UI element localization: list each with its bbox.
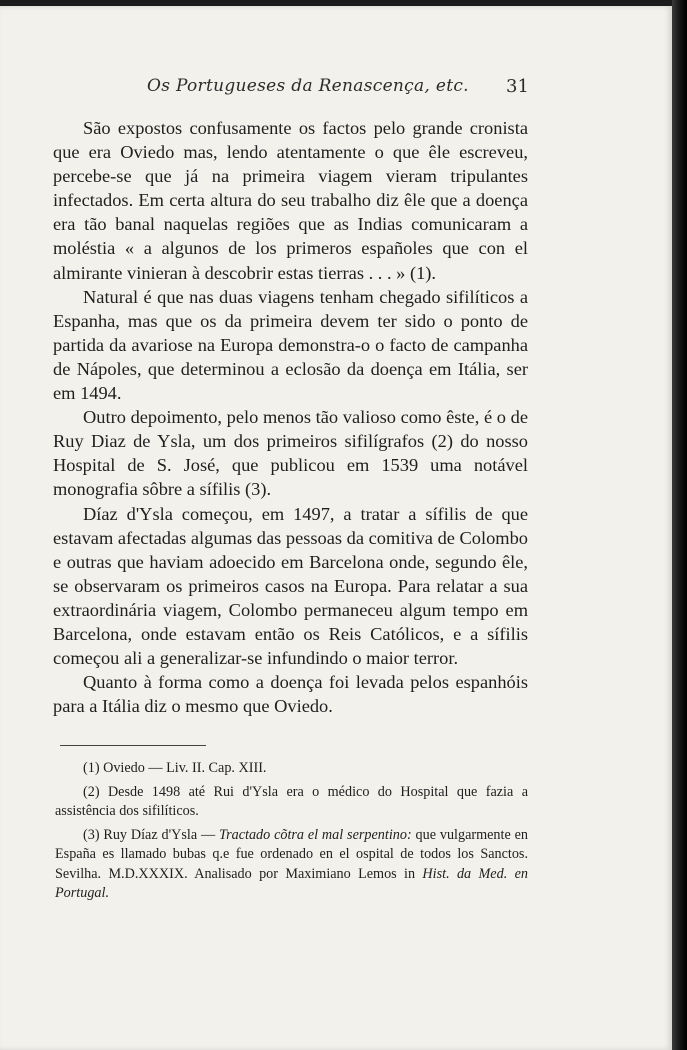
footnote-rule [60, 745, 206, 746]
footnote-3-journal: Hist. da Med. en Portugal. [55, 865, 528, 901]
body-text [53, 116, 528, 718]
scan-right-edge [672, 0, 687, 1050]
paragraph-4: Díaz d'Ysla começou, em 1497, a tratar a sífilis de que estavam afectadas algumas das pessoas da comitiva de Colombo e outras que haviam adoecido em Barcelona onde, segundo êle, se observaram os primeiros casos na Europa. Para relatar a sua extraordinária viagem, Colombo permaneceu algum tempo em Barcelona, onde estavam então os Reis Católicos, e a sífilis começou ali a generalizar-se infundindo o maior terror. [53, 503, 528, 669]
paragraph-1: São expostos confusamente os factos pelo grande cronista que era Oviedo mas, lendo atentamente o que êle escreveu, percebe-se que já na primeira viagem vieram tripulantes infectados. Em certa altura do seu trabalho diz êle que a doença era tão banal naquelas regiões que as Indias comunicaram a moléstia « a algunos de los primeros españoles que con el almirante vinieran à descobrir estas tierras . . . » (1). [53, 118, 528, 283]
paragraph-5: Quanto à forma como a doença foi levada pelos espanhóis para a Itália diz o mesmo que Oviedo. [53, 672, 528, 717]
footnote-3-title: Tractado cõtra el mal serpentino: [219, 826, 412, 843]
running-title: Os Portugueses da Renascença, etc. [147, 76, 469, 96]
page-number: 31 [506, 76, 529, 97]
paragraph-3: Outro depoimento, pelo menos tão valioso como êste, é o de Ruy Diaz de Ysla, um dos primeiros sifilígrafos (2) do nosso Hospital de S. José, que publicou em 1539 uma notável monografia sôbre a sífilis (3). [53, 407, 528, 500]
footnote-2: (2) Desde 1498 até Rui d'Ysla era o médico do Hospital que fazia a assistência dos sifilíticos. [55, 783, 528, 819]
paragraph-2: Natural é que nas duas viagens tenham chegado sifilíticos a Espanha, mas que os da primeira devem ter sido o ponto de partida da avariose na Europa demonstra-o o facto de campanha de Nápoles, que determinou a eclosão da doença em Itália, ser em 1494. [53, 286, 528, 404]
footnote-3 [55, 826, 528, 904]
footnote-3-rest: que vulgarmente en España es llamado bubas q.e fue ordenado en el ospital de todos los Sanctos. Sevilha. M.D.XXXIX. Analisado por Maximiano Lemos in [55, 826, 528, 882]
footnotes [55, 759, 528, 904]
footnote-3-prefix: (3) Ruy Díaz d'Ysla — [83, 826, 219, 843]
footnote-1: (1) Oviedo — Liv. II. Cap. XIII. [83, 760, 267, 776]
